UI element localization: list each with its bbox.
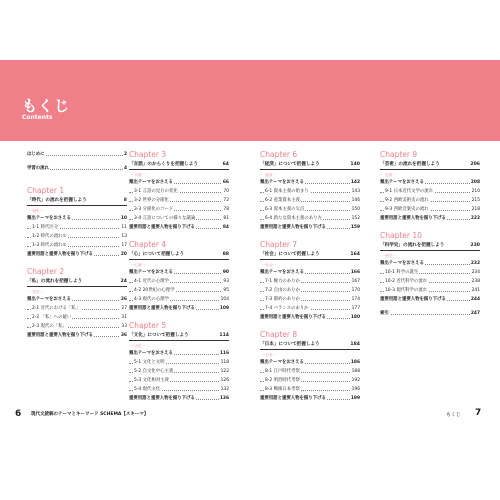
chapter-page: 140 [350, 162, 360, 167]
toc-entry-label: 6-1 資本主義の始まり [265, 189, 309, 194]
toc-entry[interactable] [260, 376, 360, 385]
toc-entry-index[interactable]: 索引 247 [380, 311, 480, 316]
toc-entry-label: 8-2 明治時代考察 [265, 378, 300, 383]
toc-entry-label: 5-1 文化と文明 [134, 360, 165, 365]
toc-entry[interactable] [27, 214, 127, 223]
page-number-left: 6 [15, 409, 22, 419]
toc-entry-label: 重要用語と重要人物を掘り下げる [129, 306, 195, 311]
toc-entry[interactable] [27, 295, 127, 304]
toc-entry[interactable] [27, 304, 127, 313]
toc-entry[interactable] [129, 205, 229, 214]
chapter-number: Chapter 1 [27, 186, 65, 195]
toc-entry[interactable] [129, 223, 229, 232]
toc-entry-page: 210 [471, 189, 480, 194]
chapter-page: 184 [350, 342, 360, 347]
toc-entry[interactable] [260, 358, 360, 367]
toc-entry[interactable] [260, 178, 360, 187]
toc-entry-page: 36 [120, 333, 127, 338]
chapter-title[interactable] [27, 277, 127, 287]
toc-entry[interactable]: はじめに 2 [27, 152, 127, 157]
toc-entry-page: 116 [219, 351, 229, 356]
toc-entry-label: 頻出テーマをおさえる [260, 270, 304, 275]
toc-entry-page: 208 [470, 180, 480, 185]
toc-entry[interactable] [129, 295, 229, 304]
toc-entry-label: 頻出テーマをおさえる [380, 180, 424, 185]
toc-entry-label: 重要用語と重要人物を掘り下げる [27, 252, 93, 257]
toc-entry[interactable] [260, 304, 360, 313]
toc-column-2 [129, 150, 229, 403]
toc-entry-label: 3-3 分節化のコード [134, 207, 174, 212]
toc-entry-page: 215 [471, 198, 480, 203]
toc-entry[interactable] [129, 196, 229, 205]
chapter-title[interactable] [129, 250, 229, 260]
toc-entry-label: 重要用語と重要人物を掘り下げる [380, 297, 446, 302]
toc-entry-page: 10 [120, 216, 127, 221]
chapter-tag: 一文化一 [131, 344, 145, 348]
toc-entry-page: 132 [220, 387, 229, 392]
toc-entry[interactable] [380, 205, 480, 214]
toc-entry-page: 199 [350, 396, 360, 401]
toc-entry[interactable] [260, 214, 360, 223]
toc-entry-page: 146 [351, 198, 360, 203]
toc-entry-label: 重要用語と重要人物を掘り下げる [129, 396, 195, 401]
page-subtitle: Contents [22, 114, 53, 121]
toc-entry[interactable] [129, 367, 229, 376]
chapter-title-label: 「文化」について把握しよう [129, 333, 189, 338]
chapter-title[interactable] [380, 241, 480, 251]
toc-entry[interactable] [129, 187, 229, 196]
toc-entry-label: 6-2 産業資本主義 [265, 198, 300, 203]
toc-entry-page: 166 [350, 270, 360, 275]
chapter-number: Chapter 9 [380, 150, 418, 159]
page-title: もくじ [22, 97, 71, 115]
toc-entry[interactable] [380, 214, 480, 223]
toc-entry-label: 頻出テーマをおさえる [129, 270, 173, 275]
toc-entry-page: 11 [121, 225, 127, 230]
toc-entry-label: 重要用語と重要人物を掘り下げる [260, 315, 326, 320]
toc-entry-page: 122 [220, 369, 229, 374]
toc-entry-page: 192 [351, 378, 360, 383]
toc-entry-label: 1-2 時代の流れ① [32, 234, 67, 239]
toc-entry-page: 150 [351, 207, 360, 212]
chapter-page: 64 [222, 162, 229, 167]
toc-entry[interactable] [380, 187, 480, 196]
chapter-page: 114 [219, 333, 229, 338]
book-title: 現代文読解のテーマとキーワード SCHEMA【スキーマ】 [31, 412, 149, 417]
toc-entry[interactable] [129, 304, 229, 313]
chapter-tag: 一歴史一 [29, 209, 43, 213]
toc-entry-label: 2-3 現代の「私」 [32, 324, 67, 329]
toc-entry-page: 95 [223, 288, 229, 293]
toc-column-3 [260, 150, 360, 403]
toc-entry-label: 10-3 現代科学の流れ [385, 288, 428, 293]
toc-entry-label: 重要用語と重要人物を掘り下げる [380, 216, 446, 221]
toc-entry-page: 218 [471, 207, 480, 212]
toc-entry-page: 84 [222, 225, 229, 230]
section-name: もくじ [446, 412, 462, 418]
toc-entry-label: 6-4 新たな資本主義のあり方 [265, 216, 322, 221]
toc-entry[interactable] [260, 313, 360, 322]
toc-entry-page: 180 [350, 315, 360, 320]
chapter-title-label: 「経済」について把握しよう [260, 162, 320, 167]
chapter-number: Chapter 2 [27, 267, 65, 276]
toc-entry-page: 177 [351, 306, 360, 311]
toc-entry[interactable] [129, 286, 229, 295]
toc-entry-page: 20 [120, 252, 127, 257]
toc-entry-label: 9-2 西欧美術史の流れ [385, 198, 429, 203]
toc-entry[interactable] [380, 295, 480, 304]
toc-entry-page: 238 [471, 279, 480, 284]
toc-entry-label: 頻出テーマをおさえる [27, 297, 71, 302]
toc-entry[interactable] [129, 394, 229, 403]
chapter-title-label: 「心」について把握しよう [129, 252, 185, 257]
toc-entry-page: 26 [120, 297, 127, 302]
toc-entry[interactable] [260, 196, 360, 205]
toc-entry-label: 7-3 制約のありか [265, 297, 300, 302]
toc-entry[interactable] [129, 349, 229, 358]
toc-entry-label: 9-3 西欧音楽史の流れ [385, 207, 429, 212]
toc-entry[interactable] [260, 268, 360, 277]
chapter-tag: 一科学一 [382, 254, 396, 258]
toc-entry[interactable] [129, 385, 229, 394]
toc-entry[interactable] [380, 259, 480, 268]
page-number-right: 7 [475, 408, 482, 418]
chapter-number: Chapter 5 [129, 321, 167, 330]
toc-entry-page: 66 [222, 180, 229, 185]
chapter-tag: 一日本一 [262, 353, 276, 357]
toc-entry[interactable] [260, 367, 360, 376]
toc-entry-label: 10-2 近代科学の流れ [385, 279, 428, 284]
chapter-page: 206 [470, 162, 480, 167]
toc-entry[interactable] [129, 178, 229, 187]
chapter-title[interactable] [380, 160, 480, 170]
toc-entry-label: 8-1 江戸時代考察 [265, 369, 300, 374]
toc-entry-page: 90 [222, 270, 229, 275]
chapter-page: 164 [350, 252, 360, 257]
chapter-page: 24 [120, 279, 127, 284]
chapter-title[interactable] [260, 250, 360, 260]
toc-entry-label: 10-1 科学の誕生 [385, 270, 419, 275]
toc-entry-page: 81 [223, 216, 229, 221]
toc-entry[interactable] [129, 358, 229, 367]
toc-entry-label: 2-1 近代における「私」 [32, 306, 81, 311]
toc-entry-label: 重要用語と重要人物を掘り下げる [129, 225, 195, 230]
toc-entry-label: 頻出テーマをおさえる [260, 360, 304, 365]
toc-entry-page: 78 [223, 207, 229, 212]
toc-entry-page: 31 [121, 315, 127, 320]
toc-entry[interactable] [27, 241, 127, 250]
toc-entry-label: 頻出テーマをおさえる [260, 180, 304, 185]
chapter-tag: 一哲学一 [29, 290, 43, 294]
toc-entry-page: 244 [470, 297, 480, 302]
toc-entry-page: 196 [351, 387, 360, 392]
header-band [0, 60, 500, 141]
toc-entry-label: 6-3 資本主義の欠点 [265, 207, 305, 212]
toc-entry-label: 5-4 現代文化 [134, 387, 161, 392]
toc-entry-page: 118 [220, 360, 229, 365]
toc-entry-label: 3-4 言語についての様々な議論 [134, 216, 196, 221]
toc-entry[interactable] [129, 376, 229, 385]
toc-column-1 [27, 150, 127, 340]
chapter-title-label: 「日本」について把握しよう [260, 342, 320, 347]
toc-entry-label: 頻出テーマをおさえる [27, 216, 71, 221]
chapter-page: 8 [123, 198, 127, 203]
toc-entry-page: 104 [220, 297, 229, 302]
toc-entry-page: 222 [470, 216, 480, 221]
toc-entry-label: 2-2 「私」への疑い [32, 315, 72, 320]
toc-entry-page: 152 [351, 216, 360, 221]
chapter-page: 230 [470, 243, 480, 248]
toc-entry-label: 7-4 バランスのありか [265, 306, 309, 311]
toc-entry-label: 3-2 世界の分節化 [134, 198, 169, 203]
toc-entry-page: 159 [350, 225, 360, 230]
toc-entry[interactable] [380, 196, 480, 205]
toc-entry-page: 142 [350, 180, 360, 185]
chapter-title-label: 「私」の流れを把握しよう [27, 279, 83, 284]
chapter-page: 88 [222, 252, 229, 257]
toc-entry-page: 170 [351, 288, 360, 293]
toc-entry[interactable] [260, 277, 360, 286]
toc-entry-page: 232 [470, 261, 480, 266]
toc-entry-page: 143 [351, 189, 360, 194]
toc-entry-label: 4-3 現代の心理学 [134, 297, 169, 302]
chapter-number: Chapter 7 [260, 240, 298, 249]
toc-entry-page: 109 [219, 306, 229, 311]
toc-entry-label: 5-3 文化相対主義 [134, 378, 169, 383]
toc-entry-page: 72 [223, 198, 229, 203]
chapter-tag: 一言語一 [131, 173, 145, 177]
toc-entry[interactable] [380, 268, 480, 277]
toc-entry-label: 頻出テーマをおさえる [380, 261, 424, 266]
toc-entry-label: 5-2 自文化中心主義 [134, 369, 174, 374]
chapter-tag: 一社会一 [262, 263, 276, 267]
chapter-title[interactable] [260, 160, 360, 170]
chapter-number: Chapter 3 [129, 150, 167, 159]
toc-entry[interactable] [260, 205, 360, 214]
toc-entry[interactable] [380, 178, 480, 187]
toc-entry[interactable] [260, 286, 360, 295]
chapter-number: Chapter 10 [380, 231, 422, 240]
toc-entry[interactable] [380, 286, 480, 295]
toc-entry-label: 1-1 時代区分 [32, 225, 59, 230]
toc-entry-label: 1-3 時代の流れ② [32, 243, 67, 248]
toc-column-4 [380, 150, 480, 318]
toc-entry[interactable] [27, 331, 127, 340]
toc-entry[interactable] [129, 214, 229, 223]
toc-entry-label: 4-2 20世紀の心理学 [134, 288, 175, 293]
chapter-number: Chapter 4 [129, 240, 167, 249]
toc-entry-page: 186 [350, 360, 360, 365]
chapter-title-label: 「芸術」の流れを把握しよう [380, 162, 440, 167]
chapter-title[interactable] [27, 196, 127, 206]
toc-entry[interactable] [27, 322, 127, 331]
toc-entry-label: 9-1 日本近代文学の流れ [385, 189, 434, 194]
toc-entry-label: 頻出テーマをおさえる [129, 180, 173, 185]
toc-entry-label: 8-3 戦後日本考察 [265, 387, 300, 392]
toc-entry-label: 7-2 自由のありか [265, 288, 300, 293]
toc-entry-label: 4-1 近代の心理学 [134, 279, 169, 284]
chapter-tag: 一心理一 [131, 263, 145, 267]
chapter-title-label: 「社会」について把握しよう [260, 252, 320, 257]
chapter-tag: 一芸術一 [382, 173, 396, 177]
toc-entry-page: 241 [471, 288, 480, 293]
toc-entry[interactable] [260, 187, 360, 196]
toc-entry-label: 7-1 権力のありか [265, 279, 300, 284]
toc-entry[interactable] [27, 313, 127, 322]
toc-entry[interactable] [27, 223, 127, 232]
toc-entry[interactable] [380, 277, 480, 286]
toc-entry[interactable] [27, 250, 127, 259]
toc-entry-page: 70 [223, 189, 229, 194]
toc-entry-label: 重要用語と重要人物を掘り下げる [260, 225, 326, 230]
chapter-number: Chapter 6 [260, 150, 298, 159]
toc-entry-page: 126 [220, 378, 229, 383]
toc-entry-page: 13 [121, 234, 127, 239]
toc-entry[interactable] [260, 223, 360, 232]
toc-entry-label: 3-1 言語の見方の変化 [134, 189, 178, 194]
toc-entry-page: 188 [351, 369, 360, 374]
toc-entry-label: 重要用語と重要人物を掘り下げる [260, 396, 326, 401]
toc-entry-page: 136 [219, 396, 229, 401]
toc-entry-page: 93 [223, 279, 229, 284]
chapter-number: Chapter 8 [260, 330, 298, 339]
toc-entry[interactable] [260, 295, 360, 304]
toc-entry-label: 頻出テーマをおさえる [129, 351, 173, 356]
toc-entry-page: 33 [121, 324, 127, 329]
chapter-title-label: 「科学史」の流れを把握しよう [380, 243, 445, 248]
toc-entry[interactable] [27, 232, 127, 241]
toc-entry-page: 167 [351, 279, 360, 284]
toc-entry-page: 27 [121, 306, 127, 311]
toc-entry[interactable] [260, 394, 360, 403]
toc-entry[interactable]: 学習の流れ 4 [27, 166, 127, 171]
toc-entry[interactable] [129, 268, 229, 277]
toc-entry-page: 234 [471, 270, 480, 275]
toc-entry[interactable] [260, 385, 360, 394]
chapter-tag: 一経済一 [262, 173, 276, 177]
chapter-title[interactable] [260, 340, 360, 350]
chapter-title[interactable] [129, 331, 229, 341]
toc-entry-page: 174 [351, 297, 360, 302]
toc-entry[interactable] [129, 277, 229, 286]
chapter-title-label: 「時代」の流れを把握しよう [27, 198, 87, 203]
chapter-title[interactable] [129, 160, 229, 170]
toc-entry-label: 重要用語と重要人物を掘り下げる [27, 333, 93, 338]
toc-entry-page: 17 [121, 243, 127, 248]
chapter-title-label: 「言語」のからくりを把握しよう [129, 162, 198, 167]
